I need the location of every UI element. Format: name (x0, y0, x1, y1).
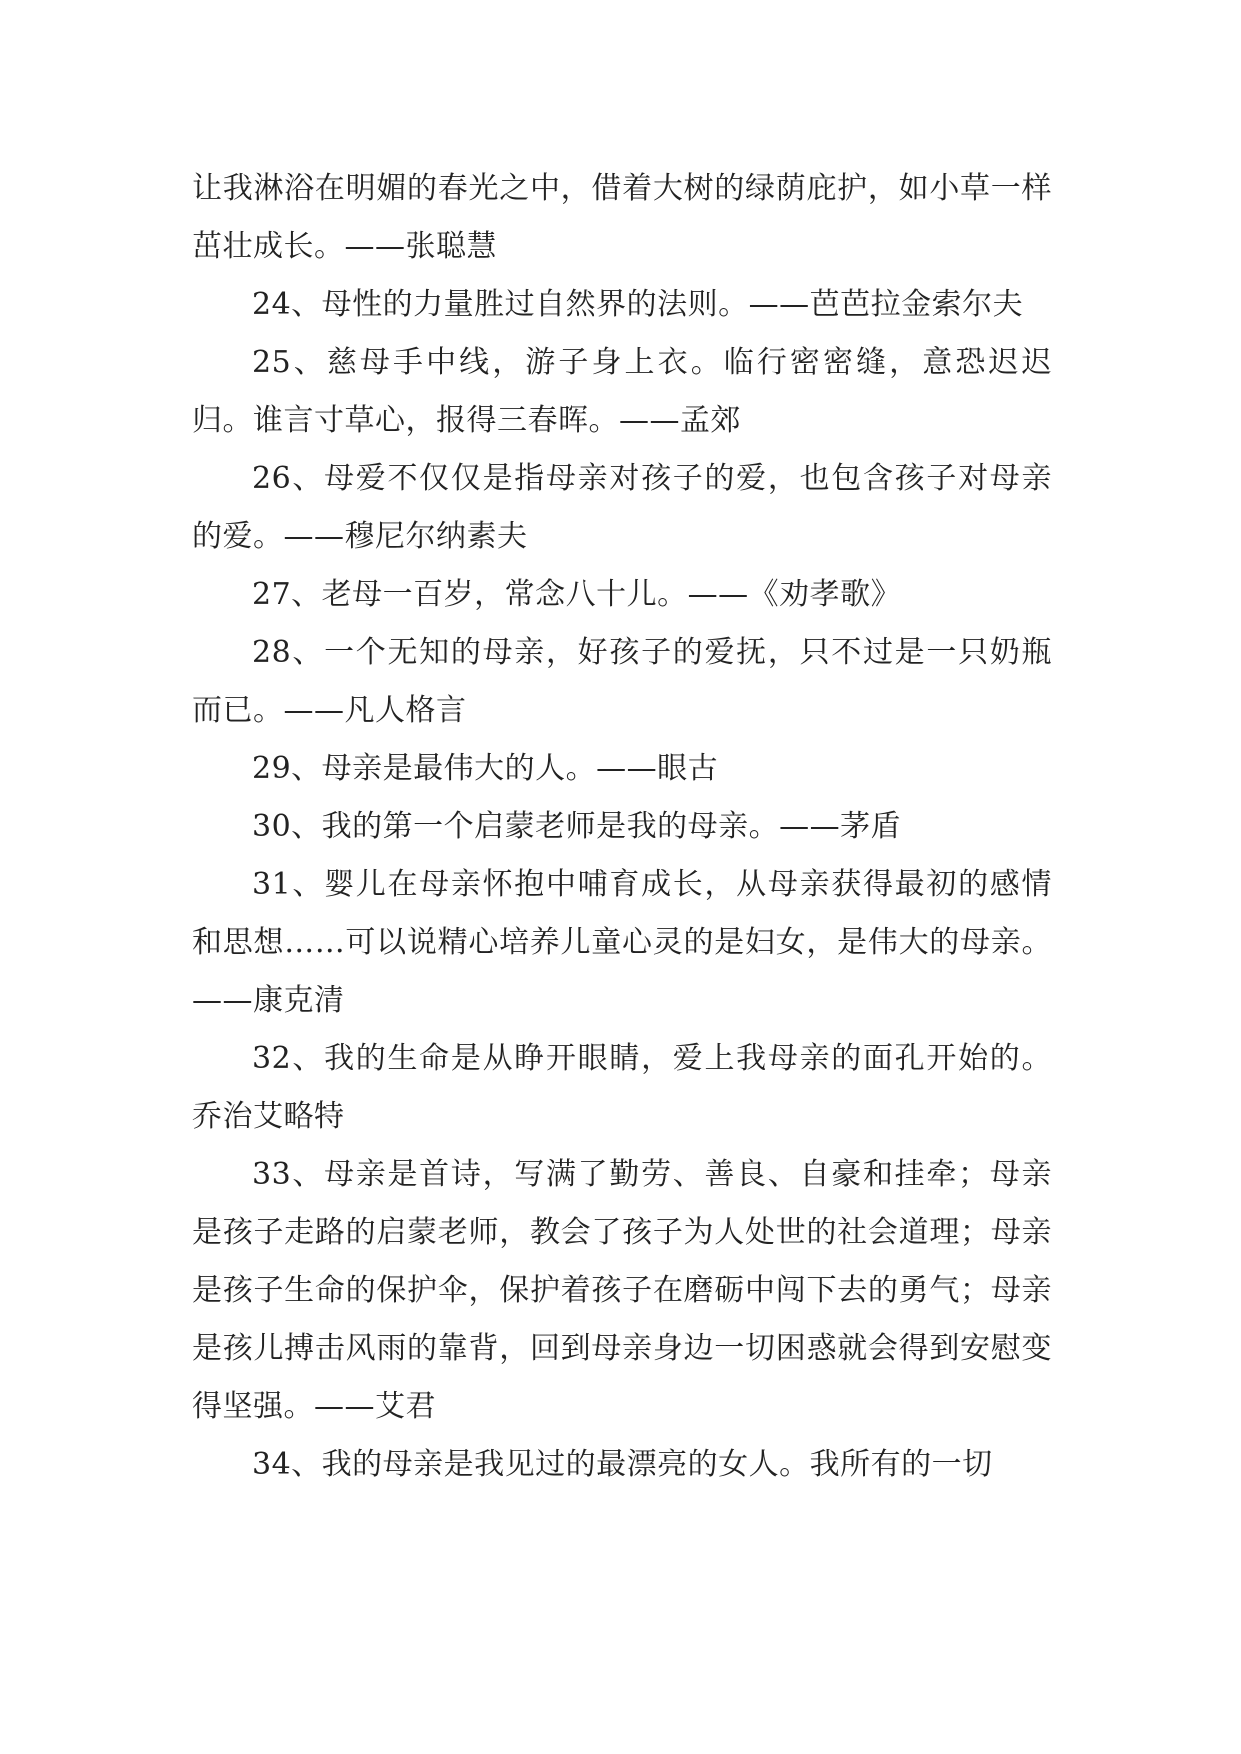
quote-28: 28、一个无知的母亲，好孩子的爱抚，只不过是一只奶瓶而已。——凡人格言 (192, 635, 1052, 728)
quote-24: 24、母性的力量胜过自然界的法则。——芭芭拉金索尔夫 (252, 287, 1024, 322)
quote-29: 29、母亲是最伟大的人。——眼古 (252, 751, 719, 786)
quote-31: 31、婴儿在母亲怀抱中哺育成长，从母亲获得最初的感情和思想……可以说精心培养儿童心灵的是妇女，是伟大的母亲。——康克清 (192, 867, 1052, 1018)
quote-26: 26、母爱不仅仅是指母亲对孩子的爱，也包含孩子对母亲的爱。——穆尼尔纳素夫 (192, 461, 1052, 554)
quote-25: 25、慈母手中线，游子身上衣。临行密密缝，意恐迟迟归。谁言寸草心，报得三春晖。——孟郊 (192, 345, 1052, 438)
quote-30: 30、我的第一个启蒙老师是我的母亲。——茅盾 (252, 809, 902, 844)
quote-34: 34、我的母亲是我见过的最漂亮的女人。我所有的一切 (252, 1447, 993, 1482)
quote-32: 32、我的生命是从睁开眼睛，爱上我母亲的面孔开始的。乔治艾略特 (192, 1041, 1052, 1134)
paragraph-continuation: 让我淋浴在明媚的春光之中，借着大树的绿荫庇护，如小草一样茁壮成长。——张聪慧 (192, 171, 1052, 264)
quote-27: 27、老母一百岁，常念八十儿。——《劝孝歌》 (252, 577, 902, 612)
quote-33: 33、母亲是首诗，写满了勤劳、善良、自豪和挂牵；母亲是孩子走路的启蒙老师，教会了孩子为人处世的社会道理；母亲是孩子生命的保护伞，保护着孩子在磨砺中闯下去的勇气；母亲是孩儿搏击风雨的靠背，回到母亲身边一切困惑就会得到安慰变得坚强。——艾君 (192, 1157, 1052, 1424)
document-body (192, 160, 1052, 1494)
